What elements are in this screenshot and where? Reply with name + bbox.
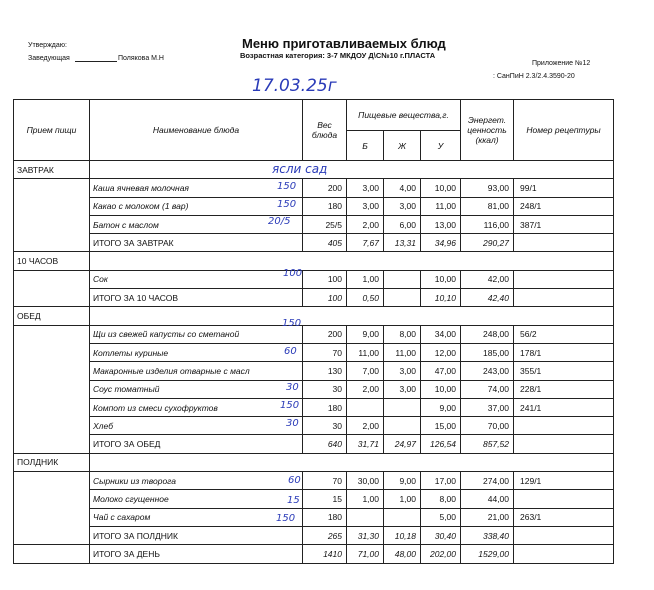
col-b: Б (347, 131, 384, 161)
fat-value: 3,00 (384, 197, 421, 215)
col-recipe: Номер рецептуры (514, 100, 614, 161)
table-row (14, 197, 614, 215)
total-carb: 34,96 (421, 234, 461, 252)
fat-value: 4,00 (384, 179, 421, 197)
table-row (14, 508, 614, 526)
day-total-protein: 71,00 (347, 545, 384, 563)
recipe-number: 228/1 (514, 380, 614, 398)
table-row (14, 398, 614, 416)
total-weight: 640 (303, 435, 347, 453)
energy-value: 74,00 (461, 380, 514, 398)
section-spacer (90, 453, 614, 471)
energy-value: 116,00 (461, 215, 514, 233)
protein-value (347, 398, 384, 416)
meal-cell-blank (14, 270, 90, 307)
total-recipe-blank (514, 289, 614, 307)
dish-name: Какао с молоком (1 вар) (90, 197, 303, 215)
col-u: У (421, 131, 461, 161)
fat-value: 3,00 (384, 380, 421, 398)
total-protein: 31,30 (347, 526, 384, 544)
total-weight: 100 (303, 289, 347, 307)
head-label: Заведующая (28, 55, 70, 62)
recipe-number (514, 490, 614, 508)
total-recipe-blank (514, 234, 614, 252)
col-energy: Энергет. ценность (ккал) (461, 100, 514, 161)
section-name: ПОЛДНИК (14, 453, 90, 471)
section-name: 10 ЧАСОВ (14, 252, 90, 270)
total-label: ИТОГО ЗА ОБЕД (90, 435, 303, 453)
carb-value: 34,00 (421, 325, 461, 343)
meal-cell-blank (14, 179, 90, 252)
total-row (14, 435, 614, 453)
section-header-row (14, 307, 614, 325)
col-nutrients: Пищевые вещества,г. (347, 100, 461, 131)
carb-value: 10,00 (421, 179, 461, 197)
total-label: ИТОГО ЗА ПОЛДНИК (90, 526, 303, 544)
section-header-row (14, 453, 614, 471)
protein-value (347, 508, 384, 526)
energy-value: 81,00 (461, 197, 514, 215)
signature-line (75, 61, 117, 62)
page-subtitle: Возрастная категория: 3-7 МКДОУ Д\С№10 г.ПЛАСТА (240, 51, 436, 60)
day-total-carb: 202,00 (421, 545, 461, 563)
head-name: Полякова М.Н (118, 55, 164, 62)
total-weight: 265 (303, 526, 347, 544)
handwritten-note: 150 (280, 400, 300, 411)
dish-name: Компот из смеси сухофруктов (90, 398, 303, 416)
dish-name: Макаронные изделия отварные с масл (90, 362, 303, 380)
handwritten-note: 150 (282, 318, 302, 329)
total-fat (384, 289, 421, 307)
handwritten-note: 30 (286, 382, 299, 393)
dish-weight: 180 (303, 197, 347, 215)
dish-weight: 70 (303, 472, 347, 490)
handwritten-note: 150 (277, 199, 297, 210)
day-total-row (14, 545, 614, 563)
dish-weight: 70 (303, 343, 347, 361)
protein-value: 9,00 (347, 325, 384, 343)
handwritten-yasli-sad: ясли сад (272, 162, 328, 176)
total-carb: 10,10 (421, 289, 461, 307)
table-row (14, 380, 614, 398)
col-zh: Ж (384, 131, 421, 161)
energy-value: 37,00 (461, 398, 514, 416)
handwritten-note: 150 (277, 181, 297, 192)
recipe-number: 129/1 (514, 472, 614, 490)
total-row (14, 289, 614, 307)
table-row (14, 417, 614, 435)
dish-weight: 100 (303, 270, 347, 288)
meal-cell-blank (14, 325, 90, 453)
total-recipe-blank (514, 435, 614, 453)
fat-value: 1,00 (384, 490, 421, 508)
energy-value: 70,00 (461, 417, 514, 435)
handwritten-note: 60 (284, 346, 297, 357)
energy-value: 243,00 (461, 362, 514, 380)
recipe-number: 387/1 (514, 215, 614, 233)
dish-weight: 180 (303, 508, 347, 526)
dish-name: Соус томатный (90, 380, 303, 398)
section-name: ОБЕД (14, 307, 90, 325)
total-weight: 405 (303, 234, 347, 252)
day-total-fat: 48,00 (384, 545, 421, 563)
section-spacer (90, 307, 614, 325)
day-total-label: ИТОГО ЗА ДЕНЬ (90, 545, 303, 563)
carb-value: 9,00 (421, 398, 461, 416)
page-title: Меню приготавливаемых блюд (242, 36, 446, 51)
fat-value: 3,00 (384, 362, 421, 380)
total-fat: 13,31 (384, 234, 421, 252)
carb-value: 15,00 (421, 417, 461, 435)
energy-value: 21,00 (461, 508, 514, 526)
handwritten-note: 30 (286, 418, 299, 429)
energy-value: 248,00 (461, 325, 514, 343)
col-weight: Вес блюда (303, 100, 347, 161)
table-row (14, 362, 614, 380)
section-spacer (90, 252, 614, 270)
dish-weight: 25/5 (303, 215, 347, 233)
recipe-number: 241/1 (514, 398, 614, 416)
table-row (14, 179, 614, 197)
energy-value: 93,00 (461, 179, 514, 197)
total-energy: 338,40 (461, 526, 514, 544)
dish-name: Котлеты куриные (90, 343, 303, 361)
total-carb: 126,54 (421, 435, 461, 453)
total-fat: 10,18 (384, 526, 421, 544)
section-spacer (90, 161, 614, 179)
carb-value: 47,00 (421, 362, 461, 380)
total-protein: 7,67 (347, 234, 384, 252)
fat-value (384, 508, 421, 526)
recipe-number: 248/1 (514, 197, 614, 215)
day-total-energy: 1529,00 (461, 545, 514, 563)
sanpin-label: : СанПиН 2.3/2.4.3590-20 (493, 73, 575, 80)
section-name: ЗАВТРАК (14, 161, 90, 179)
handwritten-note: 100 (283, 268, 303, 279)
fat-value (384, 270, 421, 288)
meal-cell-blank (14, 472, 90, 545)
col-dish: Наименование блюда (90, 100, 303, 161)
dish-weight: 30 (303, 417, 347, 435)
carb-value: 10,00 (421, 380, 461, 398)
dish-weight: 200 (303, 179, 347, 197)
protein-value: 1,00 (347, 490, 384, 508)
fat-value (384, 398, 421, 416)
total-label: ИТОГО ЗА ЗАВТРАК (90, 234, 303, 252)
handwritten-note: 20/5 (268, 216, 291, 227)
day-total-weight: 1410 (303, 545, 347, 563)
appendix-label: Приложение №12 (532, 60, 591, 67)
energy-value: 44,00 (461, 490, 514, 508)
protein-value: 7,00 (347, 362, 384, 380)
dish-weight: 200 (303, 325, 347, 343)
protein-value: 3,00 (347, 197, 384, 215)
dish-name: Хлеб (90, 417, 303, 435)
recipe-number: 56/2 (514, 325, 614, 343)
recipe-number: 178/1 (514, 343, 614, 361)
carb-value: 17,00 (421, 472, 461, 490)
fat-value: 6,00 (384, 215, 421, 233)
recipe-number: 355/1 (514, 362, 614, 380)
protein-value: 2,00 (347, 417, 384, 435)
carb-value: 11,00 (421, 197, 461, 215)
dish-name: Батон с маслом (90, 215, 303, 233)
total-row (14, 526, 614, 544)
col-meal: Прием пищи (14, 100, 90, 161)
total-protein: 31,71 (347, 435, 384, 453)
recipe-number (514, 417, 614, 435)
fat-value (384, 417, 421, 435)
total-fat: 24,97 (384, 435, 421, 453)
table-row (14, 215, 614, 233)
total-energy: 290,27 (461, 234, 514, 252)
protein-value: 3,00 (347, 179, 384, 197)
protein-value: 2,00 (347, 380, 384, 398)
total-energy: 42,40 (461, 289, 514, 307)
recipe-number: 263/1 (514, 508, 614, 526)
dish-name: Сырники из творога (90, 472, 303, 490)
section-header-row (14, 252, 614, 270)
dish-name: Молоко сгущенное (90, 490, 303, 508)
total-row (14, 234, 614, 252)
dish-weight: 130 (303, 362, 347, 380)
fat-value: 8,00 (384, 325, 421, 343)
approved-label: Утверждаю: (28, 42, 67, 49)
day-total-recipe-blank (514, 545, 614, 563)
dish-name: Каша ячневая молочная (90, 179, 303, 197)
carb-value: 12,00 (421, 343, 461, 361)
dish-weight: 30 (303, 380, 347, 398)
fat-value: 9,00 (384, 472, 421, 490)
protein-value: 2,00 (347, 215, 384, 233)
energy-value: 274,00 (461, 472, 514, 490)
recipe-number: 99/1 (514, 179, 614, 197)
total-recipe-blank (514, 526, 614, 544)
protein-value: 30,00 (347, 472, 384, 490)
meal-cell-blank (14, 545, 90, 563)
total-carb: 30,40 (421, 526, 461, 544)
table-row (14, 270, 614, 288)
protein-value: 11,00 (347, 343, 384, 361)
handwritten-note: 150 (276, 513, 296, 524)
dish-weight: 15 (303, 490, 347, 508)
energy-value: 42,00 (461, 270, 514, 288)
handwritten-note: 60 (288, 475, 301, 486)
carb-value: 5,00 (421, 508, 461, 526)
handwritten-note: 15 (287, 495, 300, 506)
dish-name: Щи из свежей капусты со сметаной (90, 325, 303, 343)
energy-value: 185,00 (461, 343, 514, 361)
dish-weight: 180 (303, 398, 347, 416)
dish-name: Сок (90, 270, 303, 288)
handwritten-date: 17.03.25г (252, 76, 337, 96)
carb-value: 13,00 (421, 215, 461, 233)
total-energy: 857,52 (461, 435, 514, 453)
carb-value: 10,00 (421, 270, 461, 288)
fat-value: 11,00 (384, 343, 421, 361)
protein-value: 1,00 (347, 270, 384, 288)
total-label: ИТОГО ЗА 10 ЧАСОВ (90, 289, 303, 307)
carb-value: 8,00 (421, 490, 461, 508)
recipe-number (514, 270, 614, 288)
table-row (14, 472, 614, 490)
table-row (14, 325, 614, 343)
dish-name: Чай с сахаром (90, 508, 303, 526)
table-row (14, 490, 614, 508)
total-protein: 0,50 (347, 289, 384, 307)
table-row (14, 343, 614, 361)
